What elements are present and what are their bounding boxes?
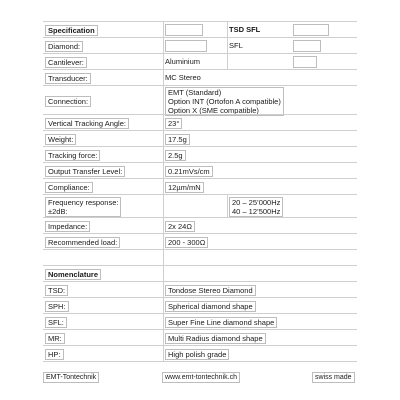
table-row <box>43 297 357 313</box>
footer-origin <box>312 372 355 383</box>
table-row <box>43 217 357 233</box>
frequency-label-line: ±2dB: <box>48 207 68 216</box>
table-row <box>43 85 357 114</box>
weight-value: 17.5g <box>165 134 190 145</box>
table-row <box>43 281 357 297</box>
table-row <box>43 233 357 249</box>
spec-header-label: Specification <box>45 25 98 36</box>
connection-option: Option X (SME compatible) <box>168 106 259 115</box>
output-level-value: 0.21mVs/cm <box>165 166 213 177</box>
compliance-value: 12µm/mN <box>165 182 204 193</box>
table-row <box>43 37 357 53</box>
table-row <box>43 194 357 217</box>
cantilever-label: Cantilever: <box>45 57 87 68</box>
table-row <box>43 114 357 130</box>
spec-sheet <box>43 21 357 362</box>
frequency-value-line: 40 – 12’500Hz <box>232 207 281 216</box>
frequency-value-line: 20 – 25’000Hz <box>232 198 281 207</box>
tracking-force-label: Tracking force: <box>45 150 100 161</box>
empty-field <box>165 40 207 52</box>
table-row <box>43 162 357 178</box>
model-label: TSD SFL <box>229 25 261 34</box>
compliance-label: Compliance: <box>45 182 93 193</box>
tracking-force-value: 2.5g <box>165 150 186 161</box>
connection-options <box>165 87 284 116</box>
nomenclature-abbr: SPH: <box>45 301 69 312</box>
transducer-label: Transducer: <box>45 73 91 84</box>
empty-field <box>293 40 321 52</box>
nomenclature-abbr: TSD: <box>45 285 68 296</box>
diamond-type-label: SFL <box>229 41 243 50</box>
empty-field <box>293 56 317 68</box>
table-row <box>43 178 357 194</box>
weight-label: Weight: <box>45 134 76 145</box>
vta-label: Vertical Tracking Angle: <box>45 118 129 129</box>
output-level-label: Output Transfer Level: <box>45 166 125 177</box>
connection-option: EMT (Standard) <box>168 88 222 97</box>
frequency-values <box>229 197 283 217</box>
nomenclature-meaning: Multi Radius diamond shape <box>165 333 266 344</box>
nomenclature-header-row <box>43 265 357 281</box>
empty-field <box>165 24 203 36</box>
footer-website[interactable] <box>162 372 240 383</box>
table-row <box>43 146 357 162</box>
table-row <box>43 329 357 345</box>
recommended-load-value: 200 - 300Ω <box>165 237 208 248</box>
nomenclature-abbr: MR: <box>45 333 65 344</box>
table-row <box>43 130 357 146</box>
nomenclature-meaning: High polish grade <box>165 349 229 360</box>
nomenclature-meaning: Tondose Stereo Diamond <box>165 285 256 296</box>
impedance-label: Impedance: <box>45 221 90 232</box>
nomenclature-abbr: SFL: <box>45 317 67 328</box>
table-row <box>43 313 357 329</box>
frequency-label-line: Frequency response: <box>48 198 119 207</box>
nomenclature-abbr: HP: <box>45 349 64 360</box>
recommended-load-label: Recommended load: <box>45 237 120 248</box>
connection-option: Option INT (Ortofon A compatible) <box>168 97 281 106</box>
empty-field <box>293 24 329 36</box>
impedance-value: 2x 24Ω <box>165 221 195 232</box>
company-name: EMT-Tontechnik <box>43 372 99 383</box>
connection-label: Connection: <box>45 96 91 107</box>
table-row <box>43 345 357 362</box>
frequency-label <box>45 197 121 217</box>
table-row <box>43 69 357 85</box>
footer-company <box>43 372 99 383</box>
vta-value: 23° <box>165 118 182 129</box>
spacer-row <box>43 249 357 265</box>
nomenclature-meaning: Spherical diamond shape <box>165 301 256 312</box>
website-link[interactable]: www.emt-tontechnik.ch <box>162 372 240 383</box>
origin-label: swiss made <box>312 372 355 383</box>
table-row <box>43 53 357 69</box>
transducer-value: MC Stereo <box>165 73 201 82</box>
nomenclature-meaning: Super Fine Line diamond shape <box>165 317 277 328</box>
cantilever-value: Aluminium <box>165 57 201 66</box>
diamond-label: Diamond: <box>45 41 83 52</box>
spec-header-row <box>43 21 357 37</box>
nomenclature-header: Nomenclature <box>45 269 101 280</box>
